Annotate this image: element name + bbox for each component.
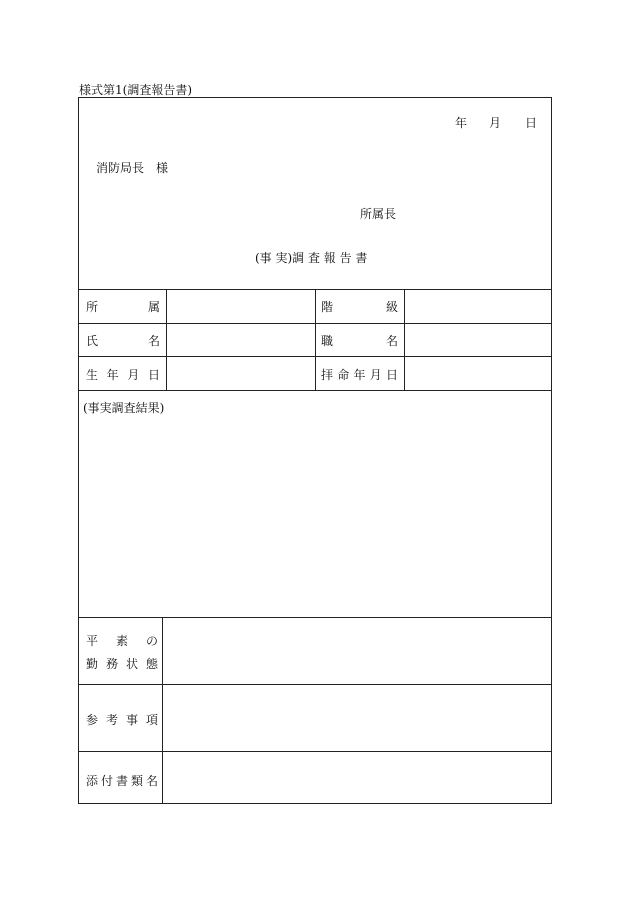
sender-label: 所属長 [360, 207, 397, 221]
divider [162, 617, 163, 804]
divider [315, 289, 316, 390]
divider [79, 684, 551, 685]
appointment-date-label: 拝 命 年 月 日 [321, 368, 398, 382]
report-form [78, 97, 552, 804]
name-label: 氏 名 [86, 334, 160, 348]
form-number-label: 様式第1(調査報告書) [79, 83, 192, 97]
addressee: 消防局長 様 [96, 161, 169, 175]
document-title: (事 実)調 査 報 告 書 [255, 251, 368, 265]
position-label: 職 名 [321, 334, 398, 348]
date-day-label: 日 [525, 116, 538, 130]
date-year-label: 年 [455, 116, 468, 130]
divider [79, 617, 551, 618]
investigation-result-label: (事実調査結果) [83, 401, 165, 415]
attachments-label: 添 付 書 類 名 [86, 774, 158, 788]
divider [404, 289, 405, 390]
affiliation-label: 所 属 [86, 300, 160, 314]
date-month-label: 月 [489, 116, 502, 130]
reference-label: 参 考 事 項 [86, 713, 158, 727]
divider [79, 751, 551, 752]
work-status-label-line2: 勤 務 状 態 [86, 657, 158, 671]
work-status-label-line1: 平 素 の [86, 634, 158, 648]
divider [166, 289, 167, 390]
divider [79, 390, 551, 391]
rank-label: 階 級 [321, 300, 398, 314]
birthdate-label: 生 年 月 日 [86, 368, 160, 382]
